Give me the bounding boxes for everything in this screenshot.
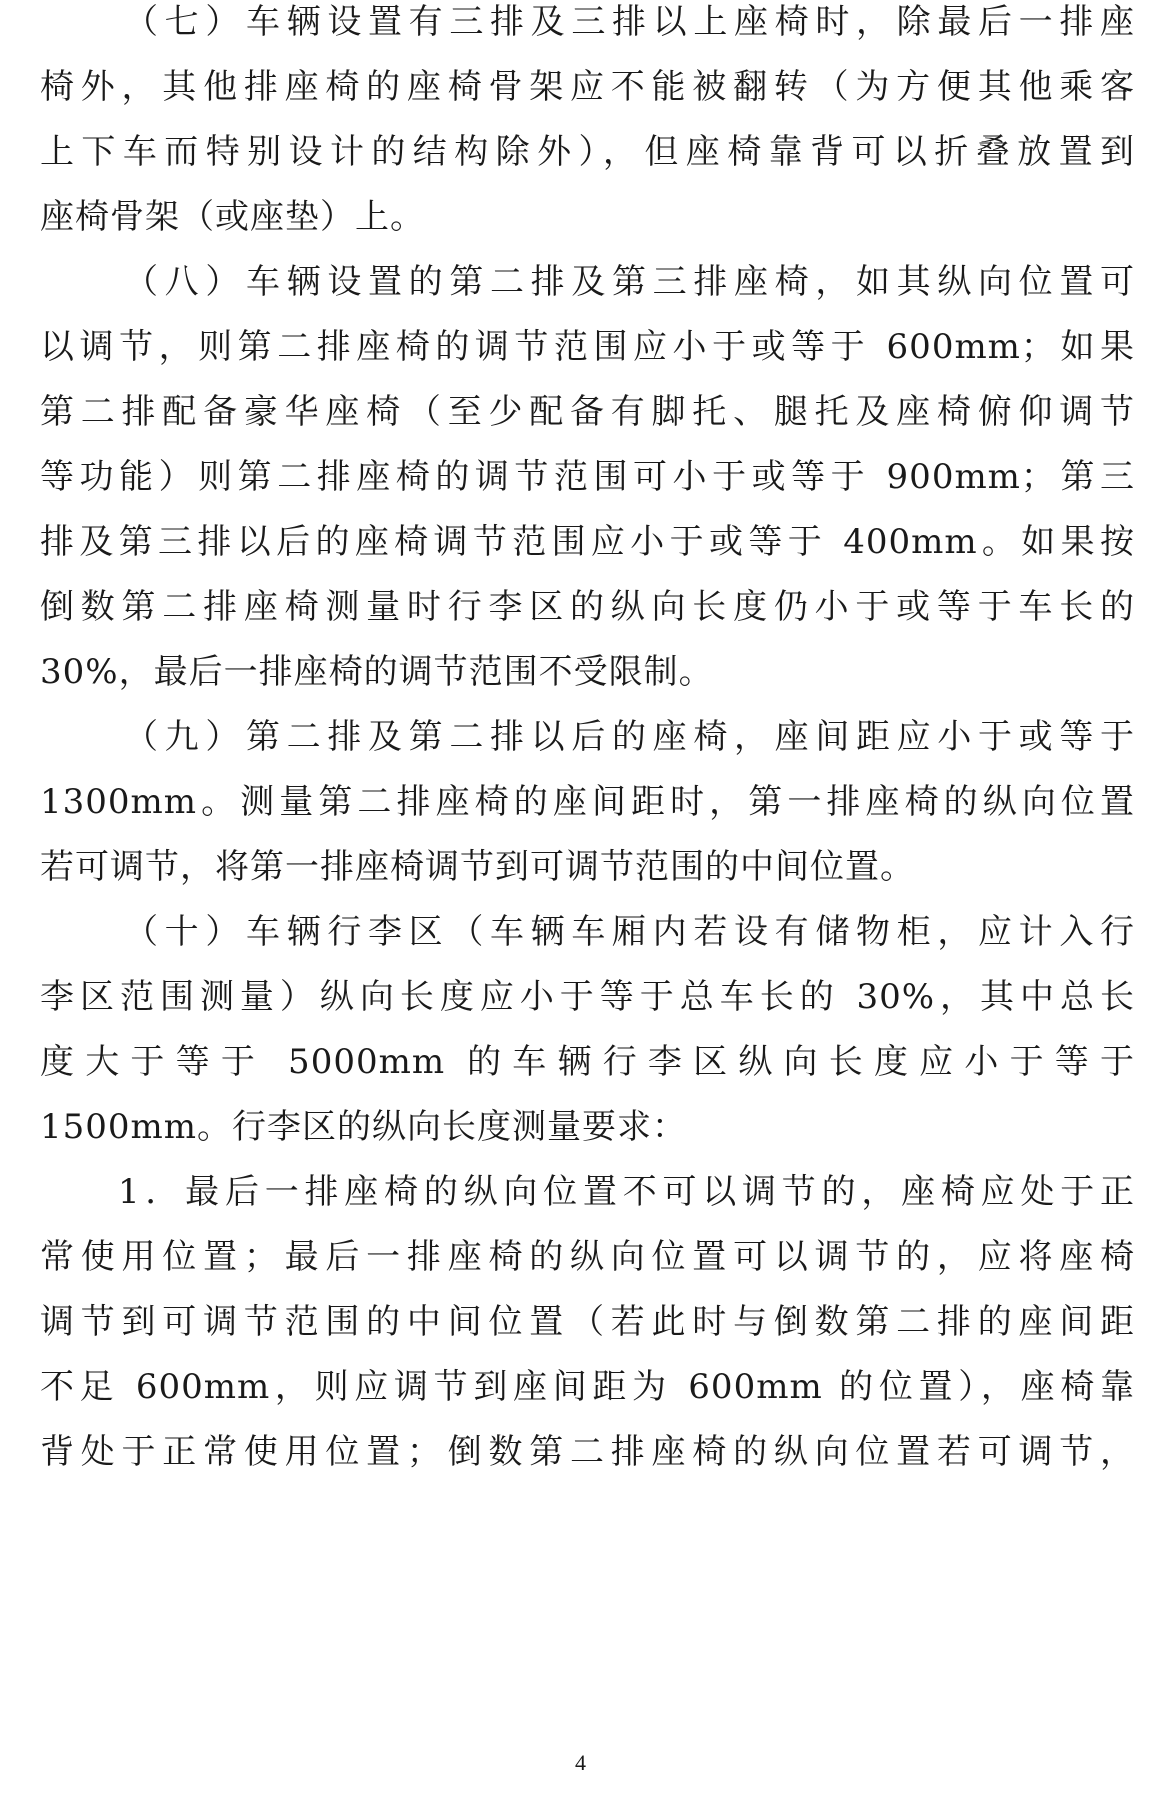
- paragraph-10-line-4: 1500mm。行李区的纵向长度测量要求：: [40, 1107, 688, 1147]
- item-1-line-1: 1．最后一排座椅的纵向位置不可以调节的，座椅应处于正: [118, 1172, 1135, 1212]
- paragraph-10-line-1: （十）车辆行李区（车辆车厢内若设有储物柜，应计入行: [124, 912, 1135, 952]
- paragraph-8-line-5: 排及第三排以后的座椅调节范围应小于或等于 400mm。如果按: [40, 522, 1135, 562]
- page-number: 4: [575, 1750, 586, 1775]
- paragraph-7-line-1: （七）车辆设置有三排及三排以上座椅时，除最后一排座: [124, 2, 1135, 42]
- item-1-line-4: 不足 600mm，则应调节到座间距为 600mm 的位置），座椅靠: [40, 1367, 1135, 1407]
- paragraph-8-line-7: 30%，最后一排座椅的调节范围不受限制。: [40, 652, 714, 692]
- paragraph-10-line-3: 度大于等于 5000mm 的车辆行李区纵向长度应小于等于: [40, 1042, 1135, 1082]
- paragraph-7-line-2: 椅外，其他排座椅的座椅骨架应不能被翻转（为方便其他乘客: [40, 67, 1135, 107]
- paragraph-8-line-3: 第二排配备豪华座椅（至少配备有脚托、腿托及座椅俯仰调节: [40, 392, 1135, 432]
- paragraph-8-line-2: 以调节，则第二排座椅的调节范围应小于或等于 600mm；如果: [40, 327, 1135, 367]
- paragraph-7-line-3: 上下车而特别设计的结构除外），但座椅靠背可以折叠放置到: [40, 132, 1135, 172]
- paragraph-9-line-3: 若可调节，将第一排座椅调节到可调节范围的中间位置。: [40, 847, 915, 887]
- paragraph-10-line-2: 李区范围测量）纵向长度应小于等于总车长的 30%，其中总长: [40, 977, 1135, 1017]
- item-1-line-5: 背处于正常使用位置；倒数第二排座椅的纵向位置若可调节，: [40, 1432, 1135, 1472]
- paragraph-9-line-1: （九）第二排及第二排以后的座椅，座间距应小于或等于: [124, 717, 1135, 757]
- item-1-line-2: 常使用位置；最后一排座椅的纵向位置可以调节的，应将座椅: [40, 1237, 1135, 1277]
- paragraph-8-line-4: 等功能）则第二排座椅的调节范围可小于或等于 900mm；第三: [40, 457, 1135, 497]
- item-1-line-3: 调节到可调节范围的中间位置（若此时与倒数第二排的座间距: [40, 1302, 1135, 1342]
- paragraph-9-line-2: 1300mm。测量第二排座椅的座间距时，第一排座椅的纵向位置: [40, 782, 1135, 822]
- paragraph-8-line-6: 倒数第二排座椅测量时行李区的纵向长度仍小于或等于车长的: [40, 587, 1135, 627]
- paragraph-7-line-4: 座椅骨架（或座垫）上。: [40, 197, 425, 237]
- paragraph-8-line-1: （八）车辆设置的第二排及第三排座椅，如其纵向位置可: [124, 262, 1135, 302]
